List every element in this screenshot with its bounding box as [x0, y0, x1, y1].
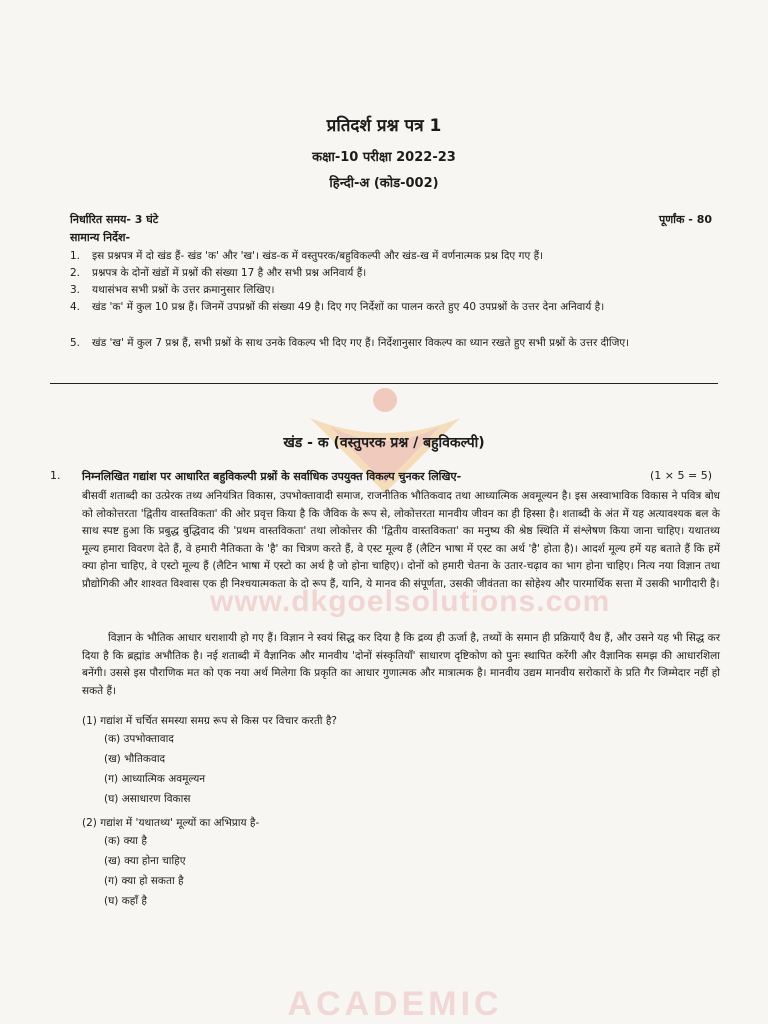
instruction-text: खंड 'क' में कुल 10 प्रश्न हैं। जिनमें उपप्रश्नों की संख्या 49 है। दिए गए निर्देशों का पालन करते हुए 40 उपप्रश्नों के उत्तर देना अनिवार्य है।	[92, 301, 605, 313]
subquestion-2-option: (घ) कहाँ है	[104, 895, 148, 907]
subquestion-2: (2) गद्यांश में 'यथातथ्य' मूल्यों का अभिप्राय है-	[82, 817, 260, 829]
time-allowed: निर्धारित समय- 3 घंटे	[70, 213, 159, 226]
instruction-text: प्रश्नपत्र के दोनों खंडों में प्रश्नों की संख्या 17 है और सभी प्रश्न अनिवार्य हैं।	[92, 267, 367, 279]
instruction-item	[70, 299, 720, 316]
subquestion-1-option: (क) उपभोक्तावाद	[104, 733, 174, 745]
instruction-text: यथासंभव सभी प्रश्नों के उत्तर क्रमानुसार लिखिए।	[92, 284, 275, 296]
instruction-number: 1.	[70, 250, 81, 262]
instruction-item	[70, 265, 720, 282]
instruction-text: खंड 'ख' में कुल 7 प्रश्न हैं, सभी प्रश्नों के साथ उनके विकल्प भी दिए गए हैं। निर्देशानुसार विकल्प का ध्यान रखते हुए सभी प्रश्नों के उत्तर दीजिए।	[92, 337, 630, 349]
instruction-number: 2.	[70, 267, 81, 279]
watermark-brand: ACADEMIC	[287, 985, 503, 1023]
instruction-item	[70, 282, 720, 299]
instruction-number: 5.	[70, 337, 81, 349]
subquestion-1-option: (ग) आध्यात्मिक अवमूल्यन	[104, 773, 206, 785]
subquestion-2-option: (ख) क्या होना चाहिए	[104, 855, 186, 867]
subquestion-2-option: (ग) क्या हो सकता है	[104, 875, 184, 887]
passage-paragraph-2: विज्ञान के भौतिक आधार धराशायी हो गए हैं। विज्ञान ने स्वयं सिद्ध कर दिया है कि द्रव्य ही ऊर्जा है, तथ्यों के समान ही प्रक्रियाएँ वैध हैं, और उसने यह भी सिद्ध कर दिया है कि ब्रह्मांड अभौतिक है। नई शताब्दी में वैज्ञानिक और मानवीय 'दोनों संस्कृतियाँ' साधारण दृष्टिकोण को पुनः स्थापित करेंगी और वैज्ञानिक समझ की आधारशिला बनेंगी। उससे इस पौराणिक मत को एक नया अर्थ मिलेगा कि प्रकृति का आधार गुणात्मक और मात्रात्मक है। मानवीय उद्यम मानवीय सरोकारों के प्रति गैर जिम्मेदार नहीं हो सकते हैं।	[82, 632, 720, 697]
question-number: 1.	[50, 469, 61, 482]
instruction-number: 3.	[70, 284, 81, 296]
instructions-heading: सामान्य निर्देश-	[70, 231, 131, 244]
instruction-item	[70, 335, 720, 352]
class-exam: कक्षा-10 परीक्षा 2022-23	[312, 150, 456, 165]
subquestion-1: (1) गद्यांश में चर्चित समस्या समग्र रूप से किस पर विचार करती है?	[82, 715, 338, 727]
subquestion-1-option: (घ) असाधारण विकास	[104, 793, 191, 805]
instruction-item	[70, 248, 720, 265]
subquestion-2-option: (क) क्या है	[104, 835, 147, 847]
instruction-number: 4.	[70, 301, 81, 313]
question-marks: (1 × 5 = 5)	[650, 469, 712, 482]
section-divider	[50, 383, 718, 384]
question-heading: निम्नलिखित गद्यांश पर आधारित बहुविकल्पी प्रश्नों के सर्वाधिक उपयुक्त विकल्प चुनकर लिखिए-	[82, 470, 462, 483]
paper-title: प्रतिदर्श प्रश्न पत्र 1	[326, 116, 442, 136]
section-heading: खंड - क (वस्तुपरक प्रश्न / बहुविकल्पी)	[283, 435, 485, 451]
subject-code: हिन्दी-अ (कोड-002)	[329, 176, 439, 191]
watermark-site: www.dkgoelsolutions.com	[210, 585, 611, 618]
instruction-text: इस प्रश्नपत्र में दो खंड हैं- खंड 'क' और 'ख'। खंड-क में वस्तुपरक/बहुविकल्पी और खंड-ख में वर्णनात्मक प्रश्न दिए गए हैं।	[92, 250, 544, 262]
passage-paragraph-1: बीसवीं शताब्दी का उत्प्रेरक तथ्य अनियंत्रित विकास, उपभोक्तावादी समाज, राजनीतिक भौतिकवाद तथा आध्यात्मिक अवमूल्यन है। इस अस्वाभाविक विकास ने पवित्र बोध को लोकोत्तरता 'द्वितीय वास्तविकता' की ओर प्रवृत्त किया है कि जैविक के रूप से, लोकोत्तरता मानवीय जीवन का ही हिस्सा है। शताब्दी के अंत में यह अत्यावश्यक बल के साथ स्पष्ट हुआ कि प्रबुद्ध बुद्धिवाद की 'प्रथम वास्तविकता' तथा लोकोत्तर की 'द्वितीय वास्तविकता' का मनुष्य की श्रेष्ठ स्थिति में संश्लेषण किया जाना चाहिए। यथातथ्य मूल्य हमारा विवरण देते हैं, वे हमारी नैतिकता के 'है' का चित्रण करते हैं, वे एस्ट मूल्य हैं (लैटिन भाषा में एस्ट का अर्थ 'है' होता है)। आदर्श मूल्य हमें यह बताते हैं कि हमें क्या होना चाहिए, वे एस्टो मूल्य हैं (लैटिन भाषा में एस्टो का अर्थ है जो होना चाहिए)। दोनों को हमारी चेतना के उतार-चढ़ाव का भाग होना चाहिए। नित्य नया विज्ञान तथा प्रौद्योगिकी और शाश्वत विश्वास एक ही निश्चयात्मकता के दो रूप हैं, यानि, ये मानव की संपूर्णता, उसकी जीवंतता का सोहेश्य और पारमार्थिक सत्ता में उसकी भागीदारी है।	[82, 490, 720, 590]
subquestion-1-option: (ख) भौतिकवाद	[104, 753, 166, 765]
max-marks: पूर्णांक - 80	[658, 213, 712, 226]
